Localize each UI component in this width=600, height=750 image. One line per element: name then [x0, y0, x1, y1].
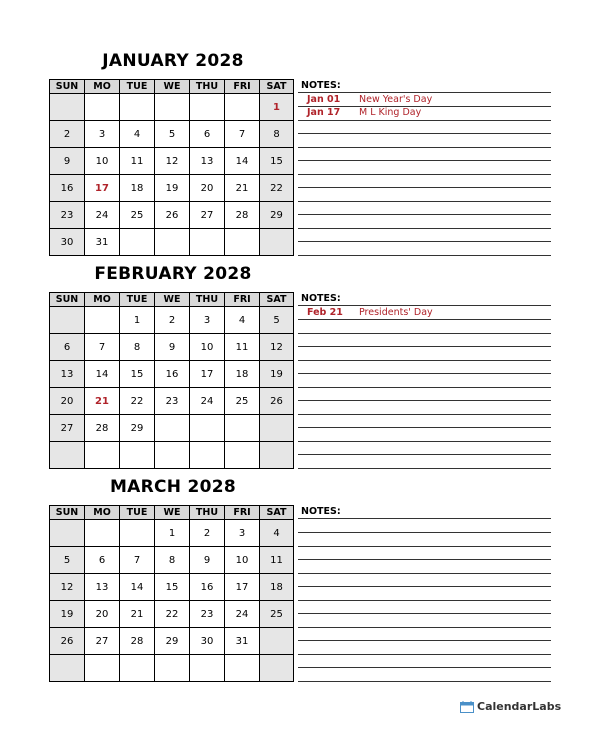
weekday-header: SAT	[260, 80, 294, 94]
empty-day-cell	[85, 655, 120, 682]
day-cell: 14	[225, 148, 260, 175]
day-cell: 8	[120, 334, 155, 361]
day-cell: 13	[50, 361, 85, 388]
day-cell: 30	[50, 229, 85, 256]
day-cell: 17	[225, 574, 260, 601]
month-title: JANUARY 2028	[102, 51, 244, 71]
month-grid	[49, 292, 294, 469]
note-rule	[298, 147, 551, 148]
weekday-header: THU	[190, 80, 225, 94]
weekday-header: SAT	[260, 293, 294, 307]
weekday-header: SUN	[50, 80, 85, 94]
week-row	[50, 628, 294, 655]
day-cell: 12	[155, 148, 190, 175]
note-rule	[298, 667, 551, 668]
day-cell: 27	[85, 628, 120, 655]
weekday-header: THU	[190, 293, 225, 307]
empty-day-cell	[260, 415, 294, 442]
note-rule	[298, 518, 551, 519]
logo-text: CalendarLabs	[477, 700, 562, 713]
empty-day-cell	[190, 229, 225, 256]
note-rule	[298, 454, 551, 455]
notes-label: NOTES:	[301, 80, 341, 91]
week-row	[50, 121, 294, 148]
day-cell: 5	[260, 307, 294, 334]
day-cell: 18	[225, 361, 260, 388]
weekday-header: WE	[155, 506, 190, 520]
day-cell: 4	[120, 121, 155, 148]
empty-day-cell	[225, 442, 260, 469]
week-row	[50, 574, 294, 601]
week-row	[50, 202, 294, 229]
empty-day-cell	[50, 307, 85, 334]
day-cell: 5	[155, 121, 190, 148]
note-rule	[298, 255, 551, 256]
day-cell: 23	[190, 601, 225, 628]
week-row	[50, 601, 294, 628]
empty-day-cell	[260, 628, 294, 655]
note-rule	[298, 627, 551, 628]
day-cell: 24	[190, 388, 225, 415]
weekday-header: FRI	[225, 506, 260, 520]
note-rule	[298, 133, 551, 134]
day-cell: 5	[50, 547, 85, 574]
day-cell: 13	[85, 574, 120, 601]
weekday-header: THU	[190, 506, 225, 520]
note-rule	[298, 441, 551, 442]
day-cell: 21	[85, 388, 120, 415]
empty-day-cell	[120, 442, 155, 469]
day-cell: 19	[260, 361, 294, 388]
day-cell: 25	[260, 601, 294, 628]
week-row	[50, 442, 294, 469]
weekday-header: TUE	[120, 506, 155, 520]
day-cell: 12	[50, 574, 85, 601]
day-cell: 25	[120, 202, 155, 229]
day-cell: 21	[120, 601, 155, 628]
day-cell: 24	[85, 202, 120, 229]
empty-day-cell	[155, 655, 190, 682]
day-cell: 9	[190, 547, 225, 574]
holiday-date: Feb 21	[307, 307, 343, 318]
day-cell: 24	[225, 601, 260, 628]
week-row	[50, 361, 294, 388]
empty-day-cell	[260, 229, 294, 256]
day-cell: 29	[120, 415, 155, 442]
note-rule	[298, 346, 551, 347]
day-cell: 18	[120, 175, 155, 202]
note-rule	[298, 187, 551, 188]
week-row	[50, 655, 294, 682]
empty-day-cell	[190, 442, 225, 469]
holiday-name: M L King Day	[359, 107, 422, 118]
day-cell: 9	[50, 148, 85, 175]
note-rule	[298, 427, 551, 428]
note-rule	[298, 468, 551, 469]
day-cell: 11	[120, 148, 155, 175]
holiday-date: Jan 17	[307, 107, 341, 118]
weekday-header: WE	[155, 80, 190, 94]
empty-day-cell	[120, 520, 155, 547]
day-cell: 18	[260, 574, 294, 601]
day-cell: 3	[190, 307, 225, 334]
day-cell: 26	[155, 202, 190, 229]
note-rule	[298, 360, 551, 361]
empty-day-cell	[85, 520, 120, 547]
day-cell: 8	[260, 121, 294, 148]
day-cell: 28	[85, 415, 120, 442]
day-cell: 20	[50, 388, 85, 415]
note-rule	[298, 228, 551, 229]
day-cell: 20	[190, 175, 225, 202]
note-rule	[298, 333, 551, 334]
empty-day-cell	[190, 94, 225, 121]
week-row	[50, 148, 294, 175]
note-rule	[298, 160, 551, 161]
empty-day-cell	[225, 415, 260, 442]
day-cell: 26	[50, 628, 85, 655]
day-cell: 19	[155, 175, 190, 202]
day-cell: 22	[260, 175, 294, 202]
note-rule	[298, 201, 551, 202]
day-cell: 7	[225, 121, 260, 148]
note-rule	[298, 681, 551, 682]
day-cell: 15	[260, 148, 294, 175]
weekday-header: FRI	[225, 80, 260, 94]
weekday-header: MO	[85, 506, 120, 520]
day-cell: 2	[190, 520, 225, 547]
weekday-header: TUE	[120, 293, 155, 307]
weekday-header: WE	[155, 293, 190, 307]
day-cell: 29	[260, 202, 294, 229]
month-grid	[49, 505, 294, 682]
month-title: MARCH 2028	[109, 477, 237, 497]
note-rule	[298, 654, 551, 655]
empty-day-cell	[260, 655, 294, 682]
day-cell: 15	[155, 574, 190, 601]
day-cell: 1	[260, 94, 294, 121]
weekday-header: SAT	[260, 506, 294, 520]
holiday-name: Presidents' Day	[359, 307, 433, 318]
day-cell: 27	[190, 202, 225, 229]
weekday-header: MO	[85, 80, 120, 94]
day-cell: 7	[85, 334, 120, 361]
day-cell: 6	[85, 547, 120, 574]
note-rule	[298, 319, 551, 320]
day-cell: 10	[85, 148, 120, 175]
holiday-note	[307, 306, 433, 319]
note-rule	[298, 241, 551, 242]
empty-day-cell	[225, 94, 260, 121]
note-rule	[298, 174, 551, 175]
month-grid	[49, 79, 294, 256]
day-cell: 20	[85, 601, 120, 628]
day-cell: 2	[50, 121, 85, 148]
holiday-note	[307, 106, 421, 119]
day-cell: 9	[155, 334, 190, 361]
empty-day-cell	[120, 655, 155, 682]
empty-day-cell	[50, 94, 85, 121]
day-cell: 6	[190, 121, 225, 148]
day-cell: 21	[225, 175, 260, 202]
notes-label: NOTES:	[301, 293, 341, 304]
day-cell: 16	[50, 175, 85, 202]
empty-day-cell	[50, 520, 85, 547]
day-cell: 7	[120, 547, 155, 574]
empty-day-cell	[225, 655, 260, 682]
note-rule	[298, 532, 551, 533]
day-cell: 15	[120, 361, 155, 388]
empty-day-cell	[85, 94, 120, 121]
week-row	[50, 334, 294, 361]
week-row	[50, 520, 294, 547]
holiday-name: New Year's Day	[359, 94, 433, 105]
holiday-note	[307, 93, 432, 106]
day-cell: 19	[50, 601, 85, 628]
day-cell: 27	[50, 415, 85, 442]
day-cell: 3	[225, 520, 260, 547]
week-row	[50, 229, 294, 256]
empty-day-cell	[50, 655, 85, 682]
week-row	[50, 388, 294, 415]
empty-day-cell	[120, 229, 155, 256]
note-rule	[298, 600, 551, 601]
note-rule	[298, 214, 551, 215]
weekday-header: SUN	[50, 506, 85, 520]
holiday-date: Jan 01	[307, 94, 341, 105]
day-cell: 17	[190, 361, 225, 388]
empty-day-cell	[85, 307, 120, 334]
note-rule	[298, 546, 551, 547]
day-cell: 23	[50, 202, 85, 229]
day-cell: 31	[225, 628, 260, 655]
day-cell: 25	[225, 388, 260, 415]
day-cell: 31	[85, 229, 120, 256]
week-row	[50, 307, 294, 334]
calendar-icon	[460, 701, 474, 713]
day-cell: 8	[155, 547, 190, 574]
day-cell: 1	[155, 520, 190, 547]
day-cell: 16	[190, 574, 225, 601]
month-title: FEBRUARY 2028	[94, 264, 252, 284]
day-cell: 14	[120, 574, 155, 601]
day-cell: 3	[85, 121, 120, 148]
notes-label: NOTES:	[301, 506, 341, 517]
day-cell: 1	[120, 307, 155, 334]
day-cell: 23	[155, 388, 190, 415]
day-cell: 13	[190, 148, 225, 175]
empty-day-cell	[260, 442, 294, 469]
day-cell: 2	[155, 307, 190, 334]
empty-day-cell	[120, 94, 155, 121]
note-rule	[298, 120, 551, 121]
day-cell: 10	[225, 547, 260, 574]
weekday-header: MO	[85, 293, 120, 307]
note-rule	[298, 373, 551, 374]
note-rule	[298, 387, 551, 388]
week-row	[50, 94, 294, 121]
empty-day-cell	[155, 415, 190, 442]
day-cell: 11	[225, 334, 260, 361]
day-cell: 26	[260, 388, 294, 415]
calendarlabs-logo	[460, 700, 561, 713]
empty-day-cell	[225, 229, 260, 256]
note-rule	[298, 613, 551, 614]
day-cell: 12	[260, 334, 294, 361]
weekday-header: FRI	[225, 293, 260, 307]
week-row	[50, 547, 294, 574]
weekday-header: SUN	[50, 293, 85, 307]
note-rule	[298, 400, 551, 401]
empty-day-cell	[50, 442, 85, 469]
day-cell: 4	[260, 520, 294, 547]
day-cell: 22	[155, 601, 190, 628]
day-cell: 4	[225, 307, 260, 334]
weekday-header: TUE	[120, 80, 155, 94]
empty-day-cell	[85, 442, 120, 469]
day-cell: 30	[190, 628, 225, 655]
empty-day-cell	[155, 229, 190, 256]
day-cell: 22	[120, 388, 155, 415]
note-rule	[298, 586, 551, 587]
day-cell: 17	[85, 175, 120, 202]
day-cell: 29	[155, 628, 190, 655]
note-rule	[298, 414, 551, 415]
week-row	[50, 415, 294, 442]
week-row	[50, 175, 294, 202]
note-rule	[298, 559, 551, 560]
day-cell: 28	[120, 628, 155, 655]
day-cell: 11	[260, 547, 294, 574]
empty-day-cell	[190, 655, 225, 682]
note-rule	[298, 640, 551, 641]
day-cell: 14	[85, 361, 120, 388]
day-cell: 6	[50, 334, 85, 361]
day-cell: 10	[190, 334, 225, 361]
empty-day-cell	[155, 94, 190, 121]
empty-day-cell	[190, 415, 225, 442]
day-cell: 16	[155, 361, 190, 388]
note-rule	[298, 573, 551, 574]
day-cell: 28	[225, 202, 260, 229]
empty-day-cell	[155, 442, 190, 469]
